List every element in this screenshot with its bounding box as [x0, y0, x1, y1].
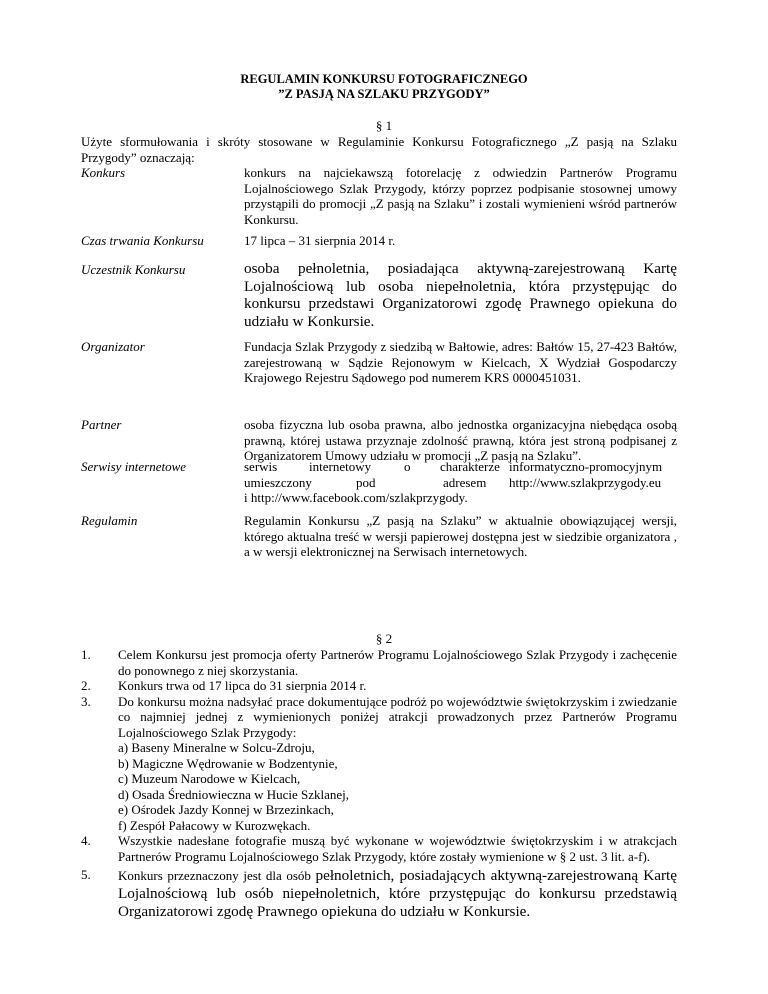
attraction-item: a) Baseny Mineralne w Solcu-Zdroju,: [118, 740, 315, 755]
attraction-item: d) Osada Średniowieczna w Hucie Szklanej,: [118, 786, 350, 802]
term-partner: Partner: [81, 417, 122, 432]
list-item: [81, 678, 677, 694]
section-mark-1: § 1: [375, 118, 393, 133]
list-item-number: 5.: [81, 867, 91, 882]
list-item-number: 3.: [81, 693, 91, 709]
sw-line3[interactable]: i http://www.facebook.com/szlakprzygody.: [244, 490, 468, 505]
sw-word: umieszczony: [244, 474, 312, 490]
sw-link[interactable]: http://www.szlakprzygody.eu: [509, 474, 662, 490]
list-item-number: 1.: [81, 647, 91, 662]
term-konkurs: Konkurs: [81, 165, 126, 180]
term-uczestnik: Uczestnik Konkursu: [81, 262, 186, 277]
definition-regulamin: Regulamin Konkursu „Z pasją na Szlaku” w aktualnie obowiązującej wersji, którego aktualna treść w wersji papierowej dostępna jest w siedzibie organizatora , a w wersji elektronicznej na Serwisach internetowych.: [244, 513, 677, 559]
attraction-list: [118, 740, 677, 833]
sw-word: adresem: [443, 474, 487, 490]
attraction-item: b) Magiczne Wędrowanie w Bodzentynie,: [118, 755, 338, 771]
definition-uczestnik: osoba pełnoletnia, posiadająca aktywną-zarejestrowaną Kartę Lojalnościową lub osoba niepełnoletnia, która przystępując do konkursu przedstawi Organizatorowi zgodę Prawnego opiekuna do udziału w Konkursie.: [244, 260, 677, 330]
section-mark-2: § 2: [375, 631, 393, 646]
sw-word: internetowy: [309, 459, 372, 474]
sw-word: charakterze: [440, 459, 500, 474]
term-serwisy: Serwisy internetowe: [81, 459, 187, 474]
list-item-text: Wszystkie nadesłane fotografie muszą być wykonane w województwie świętokrzyskim i w atrakcjach Partnerów Programu Lojalnościowego Szlak Przygody, które zostały wymienione w § 2 ust. 3 lit. a-f).: [118, 833, 677, 864]
list-item-text-large: pełnoletnich, posiadających aktywną-zarejestrowaną Kartę Lojalnościową lub osób niepełnoletnich, które przystępując do konkursu przedstawią Organizatorowi zgodę Prawnego opiekuna do udziału w Konkursie.: [118, 867, 677, 920]
list-item-text: Do konkursu można nadsyłać prace dokumentujące podróż po województwie świętokrzyskim i zwiedzanie co najmniej jednej z wymienionych poniżej atrakcji prowadzonych przez Partnerów Programu Lojalnościowego Szlak Przygody:: [118, 693, 677, 740]
list-item: [81, 694, 677, 834]
definition-serwisy: [244, 459, 677, 506]
term-regulamin: Regulamin: [81, 513, 138, 528]
list-item-text: Konkurs przeznaczony jest dla osób: [118, 868, 316, 883]
sw-word: o: [404, 459, 411, 474]
definition-czas-trwania: 17 lipca – 31 sierpnia 2014 r.: [244, 233, 396, 248]
document-title-line2: ”Z PASJĄ NA SZLAKU PRZYGODY”: [278, 87, 490, 101]
attraction-item: c) Muzeum Narodowe w Kielcach,: [118, 771, 301, 786]
list-item-text: Konkurs trwa od 17 lipca do 31 sierpnia 2014 r.: [118, 678, 367, 693]
document-title-line1: REGULAMIN KONKURSU FOTOGRAFICZNEGO: [240, 72, 528, 86]
definition-organizator: Fundacja Szlak Przygody z siedzibą w Bałtowie, adres: Bałtów 15, 27-423 Bałtów, zarejestrowaną w Sądzie Rejonowym w Kielcach, X Wydział Gospodarczy Krajowego Rejestru Sądowego pod numerem KRS 0000451031.: [244, 339, 677, 385]
definition-partner: osoba fizyczna lub osoba prawna, albo jednostka organizacyjna niebędąca osobą prawną, której ustawa przyznaje zdolność prawną, która jest stroną podpisanej z Organizatorem Umowy udziału w promocji „Z pasją na Szlaku”.: [244, 417, 677, 463]
attraction-item: f) Zespół Pałacowy w Kurozwękach.: [118, 817, 311, 833]
list-item-number: 4.: [81, 833, 91, 848]
sw-word: pod: [356, 474, 376, 490]
definition-konkurs: konkurs na najciekawszą fotorelację z odwiedzin Partnerów Programu Lojalnościowego Szlak Przygody, którzy poprzez podpisanie stosownej umowy przystąpili do promocji „Z pasją na Szlaku” i zostali wymienieni wśród partnerów Konkursu.: [244, 165, 677, 227]
list-item-text: Celem Konkursu jest promocja oferty Partnerów Programu Lojalnościowego Szlak Przygody i zachęcenie do ponownego z niej skorzystania.: [118, 647, 677, 678]
section2-list: [81, 647, 677, 921]
sw-word: informatyczno-promocyjnym: [509, 459, 663, 474]
term-organizator: Organizator: [81, 339, 145, 354]
attraction-item: e) Ośrodek Jazdy Konnej w Brzezinkach,: [118, 802, 334, 817]
sw-word: serwis: [244, 459, 278, 474]
term-czas-trwania: Czas trwania Konkursu: [81, 233, 204, 248]
section1-intro: Użyte sformułowania i skróty stosowane w Regulaminie Konkursu Fotograficznego „Z pasją na Szlaku Przygody” oznaczają:: [81, 134, 677, 165]
list-item-number: 2.: [81, 678, 91, 693]
list-item: [81, 867, 677, 921]
list-item: [81, 833, 677, 864]
list-item: [81, 647, 677, 678]
